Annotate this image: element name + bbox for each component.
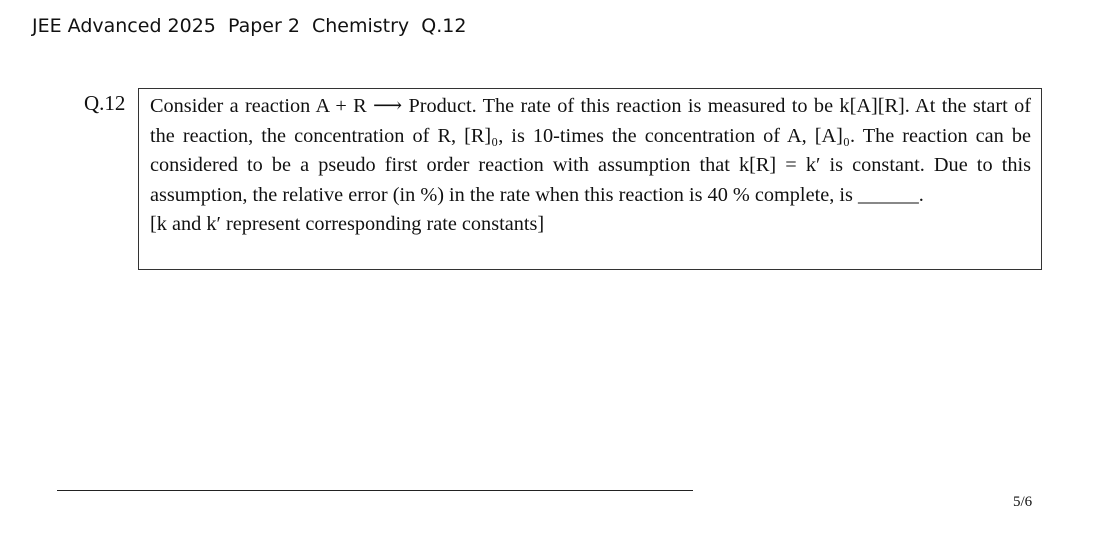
question-note: [k and k′ represent corresponding rate constants] <box>150 213 545 235</box>
question-number: Q.12 <box>84 91 126 115</box>
page-header-title: JEE Advanced 2025 Paper 2 Chemistry Q.12 <box>32 15 467 37</box>
page-number: 5/6 <box>1013 494 1033 510</box>
footer-divider <box>57 490 693 491</box>
question-box <box>138 88 1042 270</box>
question-text: Consider a reaction A + R ⟶ Product. The rate of this reaction is measured to be k[A][R]. At the start of the reaction, the concentration of R, [R]₀, is 10-times the concentration of A, [A]₀. The reaction can be considered to be a pseudo first order reaction with assumption that k[R] = k′ is constant. Due to this assumption, the relative error (in %) in the rate when this reaction is 40 % complete, is ______. <box>150 95 1031 206</box>
